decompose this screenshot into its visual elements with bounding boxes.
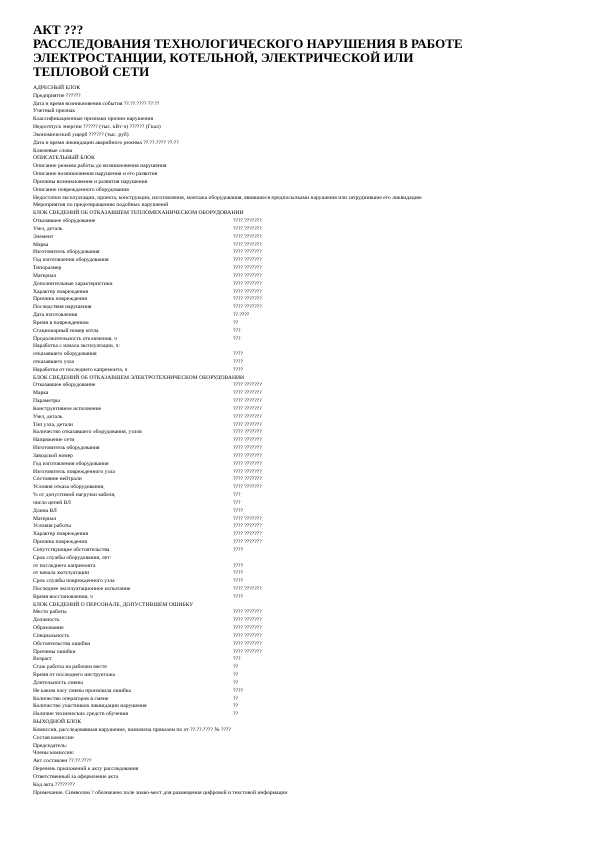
form-row: [33, 594, 573, 602]
form-row-value: ???? ???????: [233, 523, 262, 530]
act-title-line: РАССЛЕДОВАНИЯ ТЕХНОЛОГИЧЕСКОГО НАРУШЕНИЯ В РАБОТЕ: [33, 36, 463, 51]
form-row-value: ???: [233, 327, 241, 334]
form-row: [33, 273, 573, 281]
form-row: [33, 664, 573, 672]
form-row-label: Недостатки эксплуатации, проекта, конструкции, изготовления, монтажа оборудования, явившиеся предпосылками нарушения или затруднившие его ликвидацию: [33, 194, 422, 201]
form-row-label: от начала эксплуатации: [33, 570, 90, 577]
form-row-value: ???? ???????: [233, 233, 262, 240]
form-row: [33, 656, 573, 664]
form-row-value: ????: [233, 570, 243, 577]
form-row: [33, 375, 573, 383]
act-title-line: ЭЛЕКТРОСТАНЦИИ, КОТЕЛЬНОЙ, ЭЛЕКТРИЧЕСКОЙ ИЛИ: [33, 50, 414, 65]
form-row-value: ???? ???????: [233, 421, 262, 428]
form-row-label: Напряжение сети: [33, 437, 75, 444]
form-row-value: ??: [233, 672, 238, 679]
form-row-label: БЛОК СВЕДЕНИЙ ОБ ОТКАЗАВШЕМ ЭЛЕКТРОТЕХНИЧЕСКОМ ОБОРУДОВАНИИ: [33, 374, 245, 381]
form-row-value: ???? ???????: [233, 382, 262, 389]
form-row-value: ???? ???????: [233, 617, 262, 624]
form-row: [33, 367, 573, 375]
form-row-label: Классификационные признаки причин нарушения: [33, 116, 154, 123]
form-row: [33, 727, 573, 735]
form-row: [33, 766, 573, 774]
form-row: [33, 406, 573, 414]
form-row-label: Описание возникновения нарушения и его развития: [33, 171, 158, 178]
form-row-label: Узел, деталь: [33, 225, 63, 232]
form-row-value: ???? ???????: [233, 515, 262, 522]
form-row-label: Типоразмер: [33, 265, 62, 272]
form-row-value: ???? ???????: [233, 640, 262, 647]
form-row: [33, 484, 573, 492]
form-row-label: Материал: [33, 515, 57, 522]
form-row-label: Наработка от последнего капремонта, ч: [33, 366, 128, 373]
form-row-label: Обстоятельства ошибки: [33, 640, 91, 647]
form-row-label: Условия отказа оборудования,: [33, 484, 105, 491]
form-row-value: ???? ???????: [233, 413, 262, 420]
form-row-value: ????: [233, 593, 243, 600]
document-title: [33, 23, 573, 79]
form-row: [33, 437, 573, 445]
form-row-value: ???: [233, 656, 241, 663]
form-row-label: БЛОК СВЕДЕНИЙ ОБ ОТКАЗАВШЕМ ТЕПЛОМЕХАНИЧЕСКОМ ОБОРУДОВАНИИ: [33, 210, 244, 217]
form-row-label: отказавшего узла: [33, 358, 75, 365]
form-row-label: Председатель:: [33, 742, 68, 749]
form-row-value: ??: [233, 711, 238, 718]
form-row-label: Не каким часу смены произошла ошибка: [33, 687, 131, 694]
form-row: [33, 617, 573, 625]
form-row: [33, 265, 573, 273]
form-row-value: ???? ???????: [233, 272, 262, 279]
form-row-label: Изготовитель поврежденного узла: [33, 468, 115, 475]
form-row-label: Должность: [33, 617, 60, 624]
form-row-value: ???? ???????: [233, 304, 262, 311]
form-row: [33, 547, 573, 555]
form-row-label: Наработка с начала эксплуатации, ч:: [33, 343, 120, 350]
form-row-value: ???? ???????: [233, 280, 262, 287]
form-row: [33, 782, 573, 790]
form-row-value: ??: [233, 695, 238, 702]
form-row-value: ???? ???????: [233, 609, 262, 616]
form-row-label: Причина повреждения: [33, 296, 87, 303]
form-row-value: ???? ???????: [233, 218, 262, 225]
form-row-label: Конструктивное исполнение: [33, 405, 102, 412]
form-row-label: Тип узла, детали: [33, 421, 73, 428]
form-row: [33, 523, 573, 531]
form-row-value: ???? ???????: [233, 484, 262, 491]
form-row-label: Акт составлен ??.??.????: [33, 758, 92, 765]
form-row-label: Отказавшее оборудование: [33, 218, 96, 225]
form-row: [33, 398, 573, 406]
form-row: [33, 414, 573, 422]
form-row-label: Характер повреждения: [33, 288, 89, 295]
form-row-label: Описание режима работы до возникновения нарушения: [33, 163, 167, 170]
form-row: [33, 445, 573, 453]
act-title-line: ТЕПЛОВОЙ СЕТИ: [33, 64, 150, 79]
form-row: [33, 453, 573, 461]
form-row-value: ???? ???????: [233, 225, 262, 232]
form-row-value: ???? ???????: [233, 437, 262, 444]
form-row: [33, 351, 573, 359]
form-row: [33, 148, 573, 156]
form-row-value: ???? ???????: [233, 241, 262, 248]
form-row-label: Причины возникновения и развития нарушения: [33, 178, 148, 185]
form-row-label: Характер повреждения: [33, 531, 89, 538]
form-row-value: ???? ???????: [233, 405, 262, 412]
form-row: [33, 382, 573, 390]
form-row-label: Образование: [33, 625, 64, 632]
form-row: [33, 226, 573, 234]
form-row: [33, 641, 573, 649]
form-row: [33, 625, 573, 633]
form-row: [33, 328, 573, 336]
form-row-label: Причины ошибки: [33, 648, 76, 655]
form-row-label: Время от последнего инструктажа: [33, 672, 115, 679]
form-row: [33, 531, 573, 539]
form-row-value: ???? ???????: [233, 390, 262, 397]
form-row: [33, 289, 573, 297]
form-row: [33, 320, 573, 328]
form-row-value: ??: [233, 679, 238, 686]
form-row-value: ???? ???????: [233, 531, 262, 538]
form-row-label: Срок службы оборудования, лет:: [33, 554, 112, 561]
form-row: [33, 359, 573, 367]
form-row-label: Элемент: [33, 233, 54, 240]
form-row: [33, 390, 573, 398]
form-row-value: ???? ???????: [233, 398, 262, 405]
form-row-label: Дополнительные характеристики: [33, 280, 113, 287]
form-row: [33, 187, 573, 195]
form-row-label: Заводской номер: [33, 452, 73, 459]
form-row: [33, 735, 573, 743]
form-row-label: Материал: [33, 272, 57, 279]
form-row-value: ??: [233, 319, 238, 326]
form-row-label: Время восстановления, ч: [33, 593, 93, 600]
act-form-body: [33, 85, 573, 797]
form-row-label: Время в поврежденном: [33, 319, 89, 326]
form-row-label: Стаж работы на рабочем месте: [33, 664, 107, 671]
form-row: [33, 116, 573, 124]
form-row-label: Длина ВЛ: [33, 507, 57, 514]
form-row-value: ???? ???????: [233, 452, 262, 459]
form-row-value: ???? ???????: [233, 468, 262, 475]
form-row-label: Изготовитель оборудования: [33, 249, 100, 256]
form-row-value: ????: [233, 687, 243, 694]
form-row-value: ????: [233, 546, 243, 553]
form-row: [33, 257, 573, 265]
form-row-label: Год изготовления оборудования: [33, 257, 109, 264]
form-row-label: Состояние нейтрали: [33, 476, 82, 483]
form-row-value: ???: [233, 499, 241, 506]
form-row: [33, 101, 573, 109]
form-row: [33, 93, 573, 101]
form-row-value: ???? ???????: [233, 445, 262, 452]
form-row: [33, 281, 573, 289]
form-row-value: ???? ???????: [233, 632, 262, 639]
form-row-label: Параметры: [33, 398, 60, 405]
form-row: [33, 500, 573, 508]
form-row: [33, 242, 573, 250]
form-row: [33, 774, 573, 782]
form-row-label: отказавшего оборудования: [33, 351, 97, 358]
form-row-label: Длительность смены: [33, 679, 83, 686]
form-row: [33, 469, 573, 477]
form-row-label: Марка: [33, 390, 49, 397]
form-row-label: ВЫХОДНОЙ БЛОК: [33, 719, 82, 726]
form-row-value: ????: [233, 351, 243, 358]
form-row-label: Марка: [33, 241, 49, 248]
form-row: [33, 312, 573, 320]
form-row-label: Недоотпуск энергии ?????? (тыс. кВт·ч) ?????? (Гкал): [33, 124, 161, 131]
form-row-label: Специальность: [33, 632, 70, 639]
form-row-label: Количество операторов в смене: [33, 695, 109, 702]
form-row-label: Описание поврежденного оборудования: [33, 186, 129, 193]
form-row: [33, 85, 573, 93]
form-row-label: Комиссия, расследовавшая нарушение, назначена приказом по от ??.??.???? № ????: [33, 726, 231, 733]
form-row: [33, 492, 573, 500]
form-row-label: Год изготовления оборудования: [33, 460, 109, 467]
form-row: [33, 711, 573, 719]
form-row-value: ???? ???????: [233, 265, 262, 272]
form-row-value: ???: [233, 492, 241, 499]
form-row: [33, 750, 573, 758]
form-row: [33, 555, 573, 563]
form-row-value: ??: [233, 664, 238, 671]
form-row-label: Наличие технических средств обучения: [33, 711, 129, 718]
form-row-label: Мероприятия по предотвращению подобных нарушений: [33, 202, 169, 209]
form-row-label: % от допустимой нагрузки кабеля,: [33, 492, 116, 499]
form-row-value: ???? ???????: [233, 476, 262, 483]
form-row: [33, 124, 573, 132]
form-row: [33, 171, 573, 179]
form-row-label: Узел, деталь: [33, 413, 63, 420]
form-row-label: Стационарный номер котла: [33, 327, 99, 334]
form-row-label: Состав комиссии: [33, 734, 74, 741]
form-row-value: ???? ???????: [233, 296, 262, 303]
form-row-label: БЛОК СВЕДЕНИЙ О ПЕРСОНАЛЕ, ДОПУСТИВШЕМ ОШИБКУ: [33, 601, 194, 608]
form-row-label: Дата и время возникновения события ??.??.???? ??:??: [33, 100, 160, 107]
form-row-value: ????: [233, 578, 243, 585]
form-row-label: Место работы: [33, 609, 67, 616]
form-row-label: Примечание. Символом ? обозначено поле знако-мест для размещения цифровой и текстовой информации: [33, 789, 288, 796]
form-row-value: ????: [233, 507, 243, 514]
form-row: [33, 539, 573, 547]
form-row-value: ??.????: [233, 312, 250, 319]
form-row: [33, 163, 573, 171]
form-row-label: Срок службы поврежденного узла: [33, 578, 115, 585]
form-row: [33, 743, 573, 751]
form-row: [33, 179, 573, 187]
act-number-heading: АКТ ???: [33, 22, 84, 37]
form-row-label: ОПИСАТЕЛЬНЫЙ БЛОК: [33, 155, 95, 162]
form-row-label: Условия работы: [33, 523, 72, 530]
form-row-label: Отказавшее оборудование: [33, 382, 96, 389]
form-row: [33, 602, 573, 610]
form-row: [33, 343, 573, 351]
form-row: [33, 296, 573, 304]
form-row: [33, 476, 573, 484]
form-row-label: от последнего капремонта: [33, 562, 96, 569]
form-row: [33, 680, 573, 688]
form-row: [33, 649, 573, 657]
form-row-label: Код акта ????????: [33, 781, 75, 788]
form-row-label: Ответственный за оформление акта: [33, 773, 119, 780]
form-row-value: ???? ???????: [233, 288, 262, 295]
form-row-label: Ключевые слова: [33, 147, 73, 154]
form-row-label: число цепей ВЛ: [33, 499, 71, 506]
form-row: [33, 563, 573, 571]
form-row: [33, 696, 573, 704]
form-row: [33, 249, 573, 257]
form-row: [33, 758, 573, 766]
form-row: [33, 210, 573, 218]
form-row-label: АДРЕСНЫЙ БЛОК: [33, 85, 81, 91]
form-row-value: ???? ???????: [233, 539, 262, 546]
form-row-label: Последствия нарушения: [33, 304, 92, 311]
form-row: [33, 140, 573, 148]
form-row-label: Учетный признак: [33, 108, 76, 115]
form-row-value: ????: [233, 562, 243, 569]
form-row: [33, 516, 573, 524]
form-row-label: Количество отказавшего оборудования, узлов: [33, 429, 142, 436]
form-row-label: Члены комиссии:: [33, 750, 75, 757]
form-row-value: ??: [233, 703, 238, 710]
form-row-label: Причина повреждения: [33, 539, 87, 546]
form-row-label: Продолжительность отключения, ч: [33, 335, 117, 342]
form-row: [33, 586, 573, 594]
form-row: [33, 672, 573, 680]
form-row-value: ???? ???????: [233, 257, 262, 264]
form-row: [33, 688, 573, 696]
form-row-value: ???? ???????: [233, 625, 262, 632]
form-row: [33, 578, 573, 586]
form-row: [33, 719, 573, 727]
form-row-value: ????: [233, 366, 243, 373]
form-row-label: Экономический ущерб ?????? (тыс. руб): [33, 131, 129, 138]
form-row-label: Сопутствующие обстоятельства: [33, 546, 110, 553]
form-row-value: ???? ???????: [233, 586, 262, 592]
form-row: [33, 304, 573, 312]
form-row: [33, 570, 573, 578]
form-row-label: Дата и время ликвидации аварийного режима ??.??.???? ??:??: [33, 139, 179, 146]
form-row: [33, 633, 573, 641]
form-row-value: ???? ???????: [233, 249, 262, 256]
form-row: [33, 461, 573, 469]
form-row: [33, 790, 573, 798]
form-row-value: ????: [233, 358, 243, 365]
form-row: [33, 609, 573, 617]
form-row-label: Возраст: [33, 656, 52, 663]
form-row-label: Перечень приложений к акту расследования: [33, 766, 139, 773]
form-row-label: Изготовитель оборудования: [33, 445, 100, 452]
form-row-value: ???: [233, 335, 241, 342]
form-row: [33, 508, 573, 516]
form-row: [33, 429, 573, 437]
form-row-value: ???? ???????: [233, 460, 262, 467]
form-row-value: ???? ???????: [233, 429, 262, 436]
form-row: [33, 234, 573, 242]
form-row-label: Последнее эксплуатационное испытание: [33, 586, 131, 592]
form-row-label: Дата изготовления: [33, 312, 78, 319]
form-row-label: Количество участников ликвидации нарушения: [33, 703, 147, 710]
form-row: [33, 218, 573, 226]
form-row-label: Предприятие ??????: [33, 92, 81, 99]
form-row-value: ???? ???????: [233, 648, 262, 655]
form-row: [33, 132, 573, 140]
